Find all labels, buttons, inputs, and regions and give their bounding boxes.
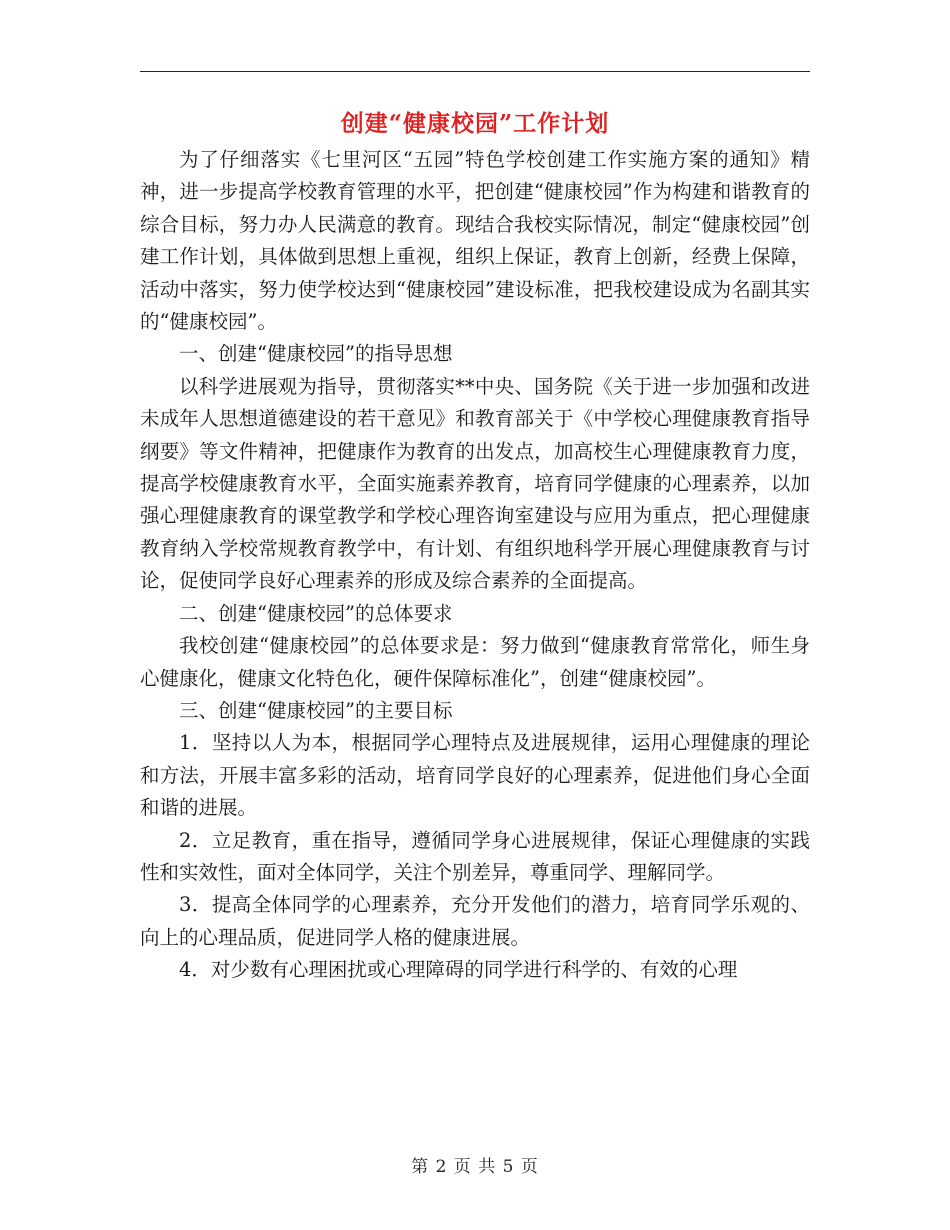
document-body (140, 144, 810, 987)
goal-item-1: 1．坚持以人为本，根据同学心理特点及进展规律，运用心理健康的理论和方法，开展丰富多彩的活动，培育同学良好的心理素养，促进他们身心全面和谐的进展。 (140, 731, 810, 820)
goal-item-2: 2．立足教育，重在指导，遵循同学身心进展规律，保证心理健康的实践性和实效性，面对全体同学，关注个别差异，尊重同学、理解同学。 (140, 828, 810, 884)
page-number-footer: 第 2 页 共 5 页 (411, 1157, 539, 1177)
paragraph-general-requirements: 我校创建“健康校园”的总体要求是：努力做到“健康教育常常化，师生身心健康化，健康文化特色化，硬件保障标准化”，创建“健康校园”。 (140, 634, 810, 690)
goal-item-4: 4．对少数有心理困扰或心理障碍的同学进行科学的、有效的心理 (179, 958, 738, 982)
header-rule (140, 71, 810, 72)
section-heading-3: 三、创建“健康校园”的主要目标 (179, 698, 453, 722)
paragraph-intro: 为了仔细落实《七里河区“五园”特色学校创建工作实施方案的通知》精神，进一步提高学校教育管理的水平，把创建“健康校园”作为构建和谐教育的综合目标，努力办人民满意的教育。现结合我校实际情况，制定“健康校园”创建工作计划，具体做到思想上重视，组织上保证，教育上创新，经费上保障，活动中落实，努力使学校达到“健康校园”建设标准，把我校建设成为名副其实的“健康校园”。 (140, 148, 810, 334)
paragraph-guiding-thought: 以科学进展观为指导，贯彻落实**中央、国务院《关于进一步加强和改进未成年人思想道德建设的若干意见》和教育部关于《中学校心理健康教育指导纲要》等文件精神，把健康作为教育的出发点，加高校生心理健康教育力度，提高学校健康教育水平，全面实施素养教育，培育同学健康的心理素养，以加强心理健康教育的课堂教学和学校心理咨询室建设与应用为重点，把心理健康教育纳入学校常规教育教学中，有计划、有组织地科学开展心理健康教育与讨论，促使同学良好心理素养的形成及综合素养的全面提高。 (140, 374, 810, 593)
section-heading-1: 一、创建“健康校园”的指导思想 (179, 342, 453, 366)
goal-item-3: 3．提高全体同学的心理素养，充分开发他们的潜力，培育同学乐观的、向上的心理品质，促进同学人格的健康进展。 (140, 893, 810, 949)
section-heading-2: 二、创建“健康校园”的总体要求 (179, 601, 453, 625)
document-title: 创建“健康校园”工作计划 (340, 110, 610, 137)
